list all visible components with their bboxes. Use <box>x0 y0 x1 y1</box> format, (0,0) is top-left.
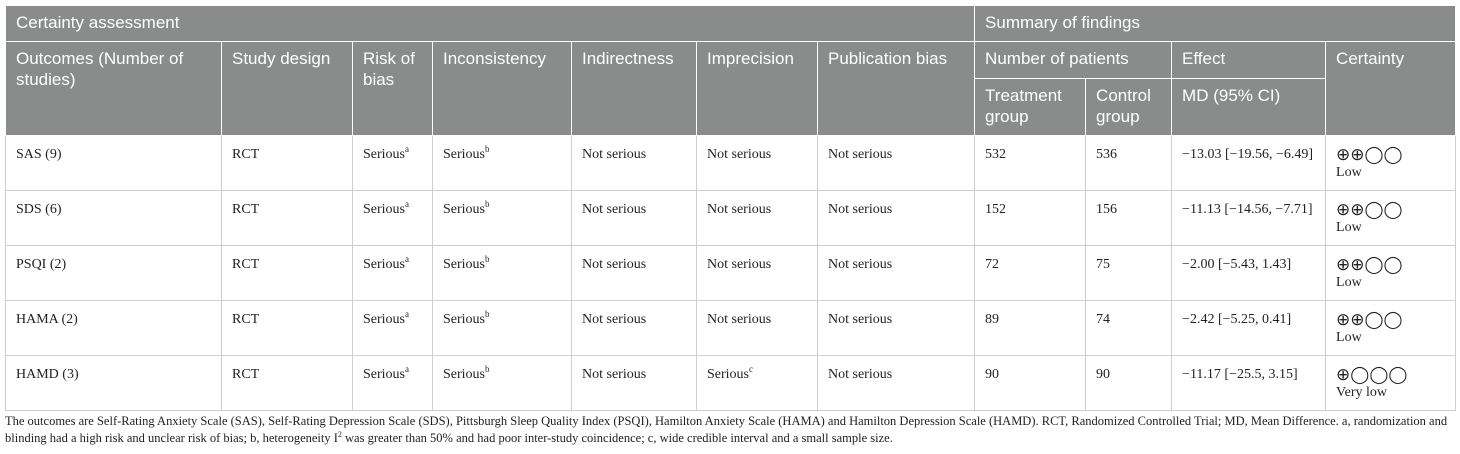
certainty-cell: ⊕⊕◯◯ Low <box>1326 136 1456 191</box>
inconsistency-cell: Serious$^b$ <box>433 191 572 246</box>
grade-symbols-icon: ⊕⊕◯◯ <box>1336 310 1403 330</box>
imprecision-cell: Not serious <box>697 246 818 301</box>
grade-symbols-icon: ⊕◯◯◯ <box>1336 365 1408 385</box>
outcome-cell: HAMD (3) <box>6 356 222 411</box>
indirectness-cell: Not serious <box>572 356 697 411</box>
publication-bias-header: Publication bias <box>818 42 975 136</box>
table-row <box>6 191 1456 246</box>
design-cell: RCT <box>222 301 353 356</box>
control-group-header: Control group <box>1086 79 1172 136</box>
outcome-cell: HAMA (2) <box>6 301 222 356</box>
imprecision-cell: Serious$^c$ <box>697 356 818 411</box>
outcome-cell: PSQI (2) <box>6 246 222 301</box>
certainty-assessment-header: Certainty assessment <box>6 6 975 42</box>
treatment-cell: 532 <box>975 136 1086 191</box>
certainty-cell: ⊕⊕◯◯ Low <box>1326 301 1456 356</box>
table-row <box>6 356 1456 411</box>
table-row <box>6 136 1456 191</box>
risk-cell: Serious$^a$ <box>353 136 433 191</box>
treatment-cell: 72 <box>975 246 1086 301</box>
number-of-patients-header: Number of patients <box>975 42 1172 79</box>
grade-symbols-icon: ⊕⊕◯◯ <box>1336 145 1403 165</box>
outcomes-header: Outcomes (Number of studies) <box>6 42 222 136</box>
control-cell: 74 <box>1086 301 1172 356</box>
indirectness-cell: Not serious <box>572 136 697 191</box>
indirectness-cell: Not serious <box>572 191 697 246</box>
indirectness-cell: Not serious <box>572 301 697 356</box>
inconsistency-header: Inconsistency <box>433 42 572 136</box>
treatment-cell: 90 <box>975 356 1086 411</box>
inconsistency-cell: Serious$^b$ <box>433 246 572 301</box>
imprecision-cell: Not serious <box>697 191 818 246</box>
effect-cell: −13.03 [−19.56, −6.49] <box>1172 136 1326 191</box>
outcome-cell: SDS (6) <box>6 191 222 246</box>
design-cell: RCT <box>222 246 353 301</box>
control-cell: 75 <box>1086 246 1172 301</box>
table-row <box>6 301 1456 356</box>
certainty-cell: ⊕⊕◯◯ Low <box>1326 246 1456 301</box>
effect-cell: −11.13 [−14.56, −7.71] <box>1172 191 1326 246</box>
certainty-cell: ⊕⊕◯◯ Low <box>1326 191 1456 246</box>
grade-symbols-icon: ⊕⊕◯◯ <box>1336 255 1403 275</box>
treatment-cell: 89 <box>975 301 1086 356</box>
effect-cell: −2.42 [−5.25, 0.41] <box>1172 301 1326 356</box>
risk-cell: Serious$^a$ <box>353 191 433 246</box>
inconsistency-cell: Serious$^b$ <box>433 301 572 356</box>
design-cell: RCT <box>222 191 353 246</box>
inconsistency-cell: Serious$^b$ <box>433 356 572 411</box>
risk-cell: Serious$^a$ <box>353 356 433 411</box>
grade-symbols-icon: ⊕⊕◯◯ <box>1336 200 1403 220</box>
grade-evidence-table <box>5 5 1456 411</box>
study-design-header: Study design <box>222 42 353 136</box>
design-cell: RCT <box>222 136 353 191</box>
risk-cell: Serious$^a$ <box>353 246 433 301</box>
inconsistency-cell: Serious$^b$ <box>433 136 572 191</box>
table-footnote: The outcomes are Self-Rating Anxiety Scale (SAS), Self-Rating Depression Scale (SDS), Pittsburgh Sleep Quality Index (PSQI), Hamilton Anxiety Scale (HAMA) and Hamilton Depression Scale (HAMD). RCT, Randomized Controlled Trial; MD, Mean Difference. a, randomization and blinding had a high risk and unclear risk of bias; b, heterogeneity $I^2$ was greater than 50% and had poor inter-study coincidence; c, wide credible interval and a small sample size. <box>5 414 1448 445</box>
summary-of-findings-header: Summary of findings <box>975 6 1456 42</box>
effect-header: Effect <box>1172 42 1326 79</box>
imprecision-cell: Not serious <box>697 136 818 191</box>
risk-cell: Serious$^a$ <box>353 301 433 356</box>
control-cell: 156 <box>1086 191 1172 246</box>
control-cell: 536 <box>1086 136 1172 191</box>
treatment-group-header: Treatment group <box>975 79 1086 136</box>
publication-cell: Not serious <box>818 246 975 301</box>
certainty-header: Certainty <box>1326 42 1456 136</box>
outcome-cell: SAS (9) <box>6 136 222 191</box>
md-ci-header: MD (95% CI) <box>1172 79 1326 136</box>
effect-cell: −2.00 [−5.43, 1.43] <box>1172 246 1326 301</box>
effect-cell: −11.17 [−25.5, 3.15] <box>1172 356 1326 411</box>
indirectness-header: Indirectness <box>572 42 697 136</box>
imprecision-cell: Not serious <box>697 301 818 356</box>
design-cell: RCT <box>222 356 353 411</box>
control-cell: 90 <box>1086 356 1172 411</box>
publication-cell: Not serious <box>818 191 975 246</box>
indirectness-cell: Not serious <box>572 246 697 301</box>
treatment-cell: 152 <box>975 191 1086 246</box>
table-row <box>6 246 1456 301</box>
publication-cell: Not serious <box>818 136 975 191</box>
risk-of-bias-header: Risk of bias <box>353 42 433 136</box>
certainty-cell: ⊕◯◯◯ Very low <box>1326 356 1456 411</box>
imprecision-header: Imprecision <box>697 42 818 136</box>
publication-cell: Not serious <box>818 301 975 356</box>
publication-cell: Not serious <box>818 356 975 411</box>
